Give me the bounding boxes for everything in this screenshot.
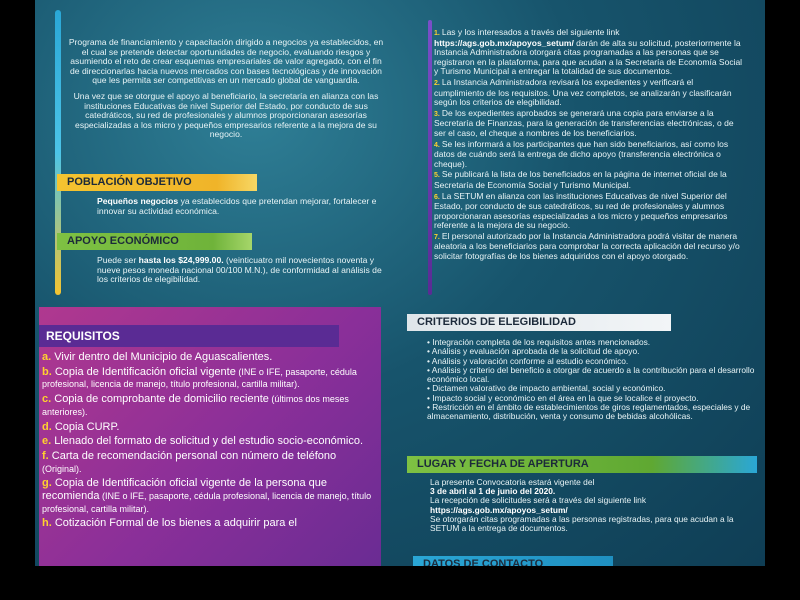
requisito-letter: e. bbox=[42, 435, 52, 448]
apoyo-amount: hasta los $24,999.00. bbox=[138, 255, 224, 265]
intro-paragraph-2: Una vez que se otorgue el apoyo al beneficiario, la secretaría en alianza con las instituciones Educativas de nivel Superior del Estado, por conducto de sus catedráticos, su red de profesionales y alumnos proporcionaran asesorías especializadas a los micro y pequeños empresarios referente a la mejora de su negocio. bbox=[73, 90, 379, 140]
lugar-fecha-header bbox=[407, 456, 757, 473]
requisito-letter: a. bbox=[42, 351, 52, 363]
apoyo-economico-header bbox=[57, 233, 252, 250]
step-number: 7. bbox=[434, 233, 440, 241]
lugar-link[interactable]: https://ags.gob.mx/apoyos_setum/ bbox=[430, 504, 568, 515]
step-text-post: darán de alta su solicitud, posteriormente la Instancia Administradora otorgará citas programadas a las personas que se registraron en la plataforma, para que acudan a la Secretaría de Economía Social y Turismo Municipal a entregar la totalidad de sus documentos. bbox=[434, 37, 743, 77]
step-number: 1. bbox=[434, 30, 440, 37]
criterio-item: • Impacto social y económico en el área en la que se localice el proyecto. bbox=[427, 392, 699, 403]
requisito-letter: f. bbox=[42, 449, 49, 462]
requisito-text: Copia de Identificación oficial vigente bbox=[54, 365, 236, 378]
criterios-title: CRITERIOS DE ELEGIBILIDAD bbox=[417, 316, 576, 328]
procedure-step bbox=[434, 28, 744, 77]
requisitos-panel bbox=[39, 307, 381, 566]
lugar-p2: La recepción de solicitudes será a través del siguiente link bbox=[430, 495, 647, 506]
step-text: Las y los interesados a través del siguiente link bbox=[441, 27, 620, 37]
step-text: De los expedientes aprobados se generará una copia para enviarse a la Secretaría de Finanzas, para la generación de transferencias electrónicas, o de ser el caso, el cheque a nombres de los beneficiarios. bbox=[434, 107, 734, 138]
contacto-title: DATOS DE CONTACTO bbox=[423, 558, 544, 566]
apoyo-body: (veinticuatro mil novecientos noventa y nueve pesos moneda nacional 00/100 M.N.), de conformidad al análisis de los criterios de elegibilidad. bbox=[97, 255, 382, 285]
lugar-fecha-text bbox=[430, 478, 750, 533]
requisito-item bbox=[42, 393, 378, 418]
procedure-step bbox=[434, 78, 744, 108]
criterio-item: • Dictamen valorativo de impacto ambiental, social y económico. bbox=[427, 383, 666, 394]
procedure-step bbox=[434, 232, 744, 262]
criterio-item: • Análisis y evaluación aprobada de la solicitud de apoyo. bbox=[427, 346, 640, 357]
step-text: Se publicará la lista de los beneficiados en la página de internet oficial de la Secretaría de Economía Social y Turismo Municipal. bbox=[434, 169, 727, 190]
procedure-step bbox=[434, 192, 744, 231]
poblacion-bold: Pequeños negocios bbox=[97, 196, 179, 206]
step-number: 4. bbox=[434, 141, 440, 149]
step-link[interactable]: https://ags.gob.mx/apoyos_setum/ bbox=[434, 37, 574, 48]
apoyo-economico-title: APOYO ECONÓMICO bbox=[67, 235, 179, 247]
requisito-text: Copia de comprobante de domicilio reciente bbox=[54, 393, 269, 406]
contacto-header bbox=[413, 556, 613, 566]
intro-paragraph-1: Programa de financiamiento y capacitación dirigido a negocios ya establecidos, en el cual se pretende detectar oportunidades de negocio, evaluando riesgos y asumiendo el reto de crear esquemas empresariales de valor agregado, con el fin de direccionarlas hacia nuevos mercados con bases tecnológicas y de innovación que les permita ser competitivas en un mercado global de vanguardia. bbox=[68, 37, 384, 86]
step-number: 3. bbox=[434, 110, 440, 118]
requisito-detail: (INE o IFE, pasaporte, cédula profesional, licencia de manejo, título profesional, cartilla militar). bbox=[42, 366, 357, 390]
poblacion-objetivo-text bbox=[97, 197, 387, 216]
lugar-p1: La presente Convocatoria estará vigente del bbox=[430, 477, 595, 487]
requisito-item bbox=[42, 435, 378, 448]
procedure-step bbox=[434, 170, 744, 190]
right-stripe bbox=[428, 20, 432, 295]
step-text: Se les informará a los participantes que han sido beneficiarios, así como los datos de cuándo será la entrega de dicho apoyo (transferencia electrónica o cheque). bbox=[434, 138, 729, 169]
requisito-text: Copia de Identificación oficial vigente de la persona que recomienda bbox=[42, 477, 327, 503]
intro-text bbox=[67, 38, 385, 146]
requisito-item bbox=[42, 351, 378, 364]
requisito-item bbox=[42, 366, 378, 391]
lugar-dates: 3 de abril al 1 de junio del 2020. bbox=[430, 486, 556, 497]
step-number: 6. bbox=[434, 193, 440, 201]
poster-page bbox=[35, 0, 765, 566]
poblacion-body: ya establecidos que pretendan mejorar, fortalecer e innovar su actividad económica. bbox=[97, 196, 377, 216]
requisitos-list bbox=[42, 351, 378, 532]
criterios-list bbox=[427, 338, 757, 422]
requisito-text: Vivir dentro del Municipio de Aguascalientes. bbox=[54, 351, 273, 363]
requisitos-header bbox=[39, 325, 339, 347]
poblacion-objetivo-title: POBLACIÓN OBJETIVO bbox=[67, 176, 192, 188]
criterio-item: • Restricción en el ámbito de establecimientos de giros reglamentados, especiales y de almacenamiento, distribución, venta y consumo de bebidas alcohólicas. bbox=[427, 402, 751, 422]
step-number: 5. bbox=[434, 172, 440, 180]
left-stripe bbox=[55, 10, 61, 295]
requisito-item bbox=[42, 517, 378, 530]
requisito-text: Copia CURP. bbox=[54, 420, 120, 433]
criterio-item: • Análisis y criterio del beneficio a otorgar de acuerdo a la contribución para el desarrollo económico local. bbox=[427, 364, 755, 385]
requisito-text: Cotización Formal de los bienes a adquirir para el bbox=[54, 517, 297, 530]
requisito-letter: h. bbox=[42, 517, 52, 530]
requisito-letter: g. bbox=[42, 477, 52, 490]
requisito-letter: b. bbox=[42, 365, 52, 378]
step-number: 2. bbox=[434, 79, 440, 87]
requisito-detail: (INE o IFE, pasaporte, cédula profesional, licencia de manejo, título profesional, cartilla militar). bbox=[42, 491, 372, 514]
lugar-p3: Se otorgarán citas programadas a las personas registradas, para que acudan a la SETUM a la entrega de documentos. bbox=[430, 513, 734, 534]
procedure-step bbox=[434, 140, 744, 170]
requisito-item bbox=[42, 450, 378, 475]
requisito-detail: (últimos dos meses anteriores). bbox=[42, 394, 349, 417]
criterio-item: • Integración completa de los requisitos antes mencionados. bbox=[427, 337, 651, 347]
lugar-fecha-title: LUGAR Y FECHA DE APERTURA bbox=[417, 458, 589, 470]
apoyo-economico-text bbox=[97, 256, 387, 285]
requisito-detail: (Original). bbox=[42, 463, 82, 474]
poblacion-objetivo-header bbox=[57, 174, 257, 191]
procedure-steps bbox=[434, 28, 744, 263]
criterio-item: • Análisis y valoración conforme al estudio económico. bbox=[427, 355, 629, 366]
step-text: La Instancia Administradora revisará los expedientes y verificará el cumplimiento de los requisitos. Una vez completos, se analizarán y clasificarán según los criterios de elegibilidad. bbox=[434, 76, 732, 108]
step-text: El personal autorizado por la Instancia Administradora podrá visitar de manera aleatoria a los beneficiarios para comprobar la correcta aplicación del recurso y/o solicitar fotografías de los bienes adquiridos con el apoyo otorgado. bbox=[434, 230, 740, 262]
requisito-item bbox=[42, 477, 378, 515]
criterios-header bbox=[407, 314, 671, 331]
requisito-letter: d. bbox=[42, 420, 52, 433]
procedure-step bbox=[434, 109, 744, 139]
step-text: La SETUM en alianza con las instituciones Educativas de nivel Superior del Estado, por conducto de sus catedráticos, su red de profesionales y alumnos proporcionaran asesorías especializadas a los micro y pequeños empresarios referente a la mejora de su negocio. bbox=[434, 190, 728, 231]
requisito-text: Llenado del formato de solicitud y del estudio socio-económico. bbox=[54, 435, 364, 448]
apoyo-pre: Puede ser bbox=[97, 255, 139, 265]
requisitos-title: REQUISITOS bbox=[46, 329, 120, 343]
requisito-item bbox=[42, 421, 378, 434]
requisito-letter: c. bbox=[42, 393, 52, 406]
requisito-text: Carta de recomendación personal con número de teléfono bbox=[51, 449, 337, 462]
